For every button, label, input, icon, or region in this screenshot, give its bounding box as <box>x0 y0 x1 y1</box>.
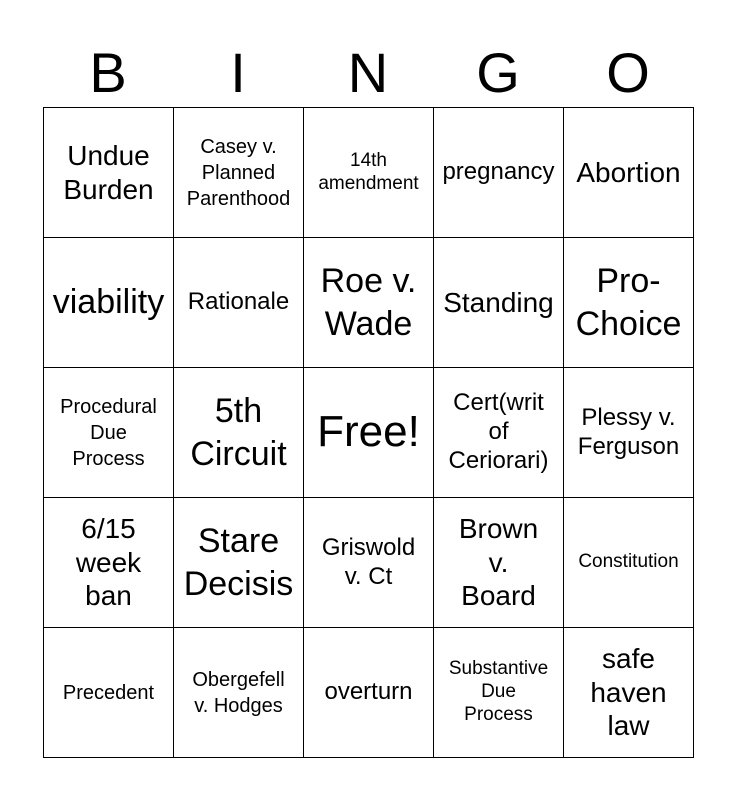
bingo-cell-r2c4[interactable]: Standing <box>434 238 564 368</box>
bingo-cell-r5c5[interactable]: safe haven law <box>564 628 694 758</box>
bingo-cell-r4c3[interactable]: Griswold v. Ct <box>304 498 434 628</box>
bingo-cell-r1c5[interactable]: Abortion <box>564 108 694 238</box>
bingo-cell-r3c1[interactable]: Procedural Due Process <box>44 368 174 498</box>
header-letter-o: O <box>606 41 650 104</box>
bingo-cell-r2c3[interactable]: Roe v. Wade <box>304 238 434 368</box>
bingo-cell-r4c4[interactable]: Brown v. Board <box>434 498 564 628</box>
bingo-cell-r2c5[interactable]: Pro- Choice <box>564 238 694 368</box>
bingo-cell-r3c5[interactable]: Plessy v. Ferguson <box>564 368 694 498</box>
bingo-board <box>43 107 694 758</box>
bingo-cell-r4c1[interactable]: 6/15 week ban <box>44 498 174 628</box>
bingo-cell-r5c3[interactable]: overturn <box>304 628 434 758</box>
bingo-cell-r1c1[interactable]: Undue Burden <box>44 108 174 238</box>
bingo-cell-r1c4[interactable]: pregnancy <box>434 108 564 238</box>
bingo-cell-r2c2[interactable]: Rationale <box>174 238 304 368</box>
bingo-cell-r3c4[interactable]: Cert(writ of Ceriorari) <box>434 368 564 498</box>
header-letter-i: I <box>230 41 246 104</box>
bingo-cell-r4c2[interactable]: Stare Decisis <box>174 498 304 628</box>
bingo-cell-r4c5[interactable]: Constitution <box>564 498 694 628</box>
bingo-cell-r5c1[interactable]: Precedent <box>44 628 174 758</box>
bingo-cell-r1c2[interactable]: Casey v. Planned Parenthood <box>174 108 304 238</box>
header-letter-g: G <box>476 41 520 104</box>
header-letter-n: N <box>347 41 389 104</box>
bingo-header <box>43 38 693 108</box>
bingo-cell-r5c4[interactable]: Substantive Due Process <box>434 628 564 758</box>
bingo-cell-r2c1[interactable]: viability <box>44 238 174 368</box>
header-letter-b: B <box>89 41 127 104</box>
free-space[interactable]: Free! <box>304 368 434 498</box>
bingo-cell-r3c2[interactable]: 5th Circuit <box>174 368 304 498</box>
bingo-cell-r5c2[interactable]: Obergefell v. Hodges <box>174 628 304 758</box>
bingo-cell-r1c3[interactable]: 14th amendment <box>304 108 434 238</box>
